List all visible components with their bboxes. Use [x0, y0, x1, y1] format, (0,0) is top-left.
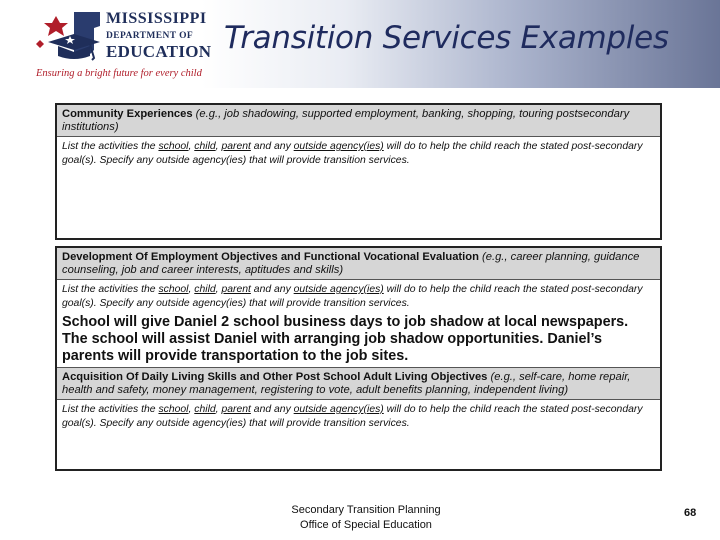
section-answer[interactable]	[57, 170, 660, 173]
logo-text-state: MISSISSIPPI	[106, 10, 207, 27]
prompt-text: List the activities the	[62, 404, 159, 415]
section-heading-title: Development Of Employment Objectives and Functional Vocational Evaluation	[62, 251, 479, 263]
prompt-child: child	[194, 284, 216, 295]
prompt-text: ,	[188, 404, 195, 415]
section-answer[interactable]	[57, 433, 660, 436]
prompt-parent: parent	[221, 284, 251, 295]
slide-header	[0, 0, 720, 88]
section-answer[interactable]: School will give Daniel 2 school business days to job shadow at local newspapers. The school will assist Daniel with arranging job shadow opportunities. Daniel’s parents will provide transportation to the job sites.	[62, 314, 629, 364]
section-heading-examples: (e.g., self-care, home repair, health and safety, money management, registering to vote, adult benefits planning, independent living)	[62, 371, 631, 396]
logo-text-department: DEPARTMENT OF	[106, 31, 194, 41]
section-heading-examples: (e.g., job shadowing, supported employment, banking, shopping, touring postsecondary institutions)	[62, 108, 630, 133]
state-cap-logo-icon	[34, 6, 102, 68]
mde-logo	[28, 4, 212, 82]
prompt-school: school	[158, 284, 189, 295]
prompt-agency: outside agency(ies)	[293, 404, 384, 415]
prompt-text: List the activities the	[62, 284, 159, 295]
prompt-text: ,	[215, 404, 222, 415]
logo-tagline: Ensuring a bright future for every child	[36, 68, 202, 79]
section-prompt	[57, 137, 660, 170]
prompt-text: List the activities the	[62, 141, 159, 152]
prompt-text: will do to help the child reach the stated post-secondary goal(s). Specify any outside agency(ies) that will provide transition services.	[62, 141, 643, 166]
slide-footer	[246, 503, 486, 533]
section-heading-examples: (e.g., career planning, guidance counseling, job and career interests, aptitudes and skills)	[62, 251, 640, 276]
slide-title: Transition Services Examples	[224, 20, 669, 56]
prompt-text: and any	[250, 404, 294, 415]
prompt-parent: parent	[221, 404, 251, 415]
prompt-text: ,	[188, 141, 195, 152]
prompt-text: ,	[215, 141, 222, 152]
prompt-text: ,	[188, 284, 195, 295]
section-heading	[57, 367, 660, 400]
prompt-text: ,	[215, 284, 222, 295]
prompt-school: school	[158, 141, 189, 152]
section-heading-title: Community Experiences	[62, 108, 193, 120]
prompt-text: will do to help the child reach the stated post-secondary goal(s). Specify any outside agency(ies) that will provide transition services.	[62, 404, 643, 429]
prompt-school: school	[158, 404, 189, 415]
prompt-agency: outside agency(ies)	[293, 141, 384, 152]
prompt-agency: outside agency(ies)	[293, 284, 384, 295]
prompt-text: will do to help the child reach the stated post-secondary goal(s). Specify any outside agency(ies) that will provide transition services.	[62, 284, 643, 309]
footer-line-1: Secondary Transition Planning	[291, 504, 441, 516]
section-heading-title: Acquisition Of Daily Living Skills and Other Post School Adult Living Objectives	[62, 371, 488, 383]
section-prompt	[57, 280, 660, 313]
prompt-text: and any	[250, 284, 294, 295]
prompt-child: child	[194, 141, 216, 152]
section-heading	[57, 105, 660, 137]
section-heading	[57, 248, 660, 280]
footer-line-2: Office of Special Education	[300, 519, 432, 531]
prompt-child: child	[194, 404, 216, 415]
community-experiences-form	[55, 103, 662, 240]
prompt-parent: parent	[221, 141, 251, 152]
logo-text-education: EDUCATION	[106, 42, 212, 61]
page-number: 68	[684, 507, 697, 519]
prompt-text: and any	[250, 141, 294, 152]
section-prompt	[57, 400, 660, 433]
employment-daily-living-form	[55, 246, 662, 471]
